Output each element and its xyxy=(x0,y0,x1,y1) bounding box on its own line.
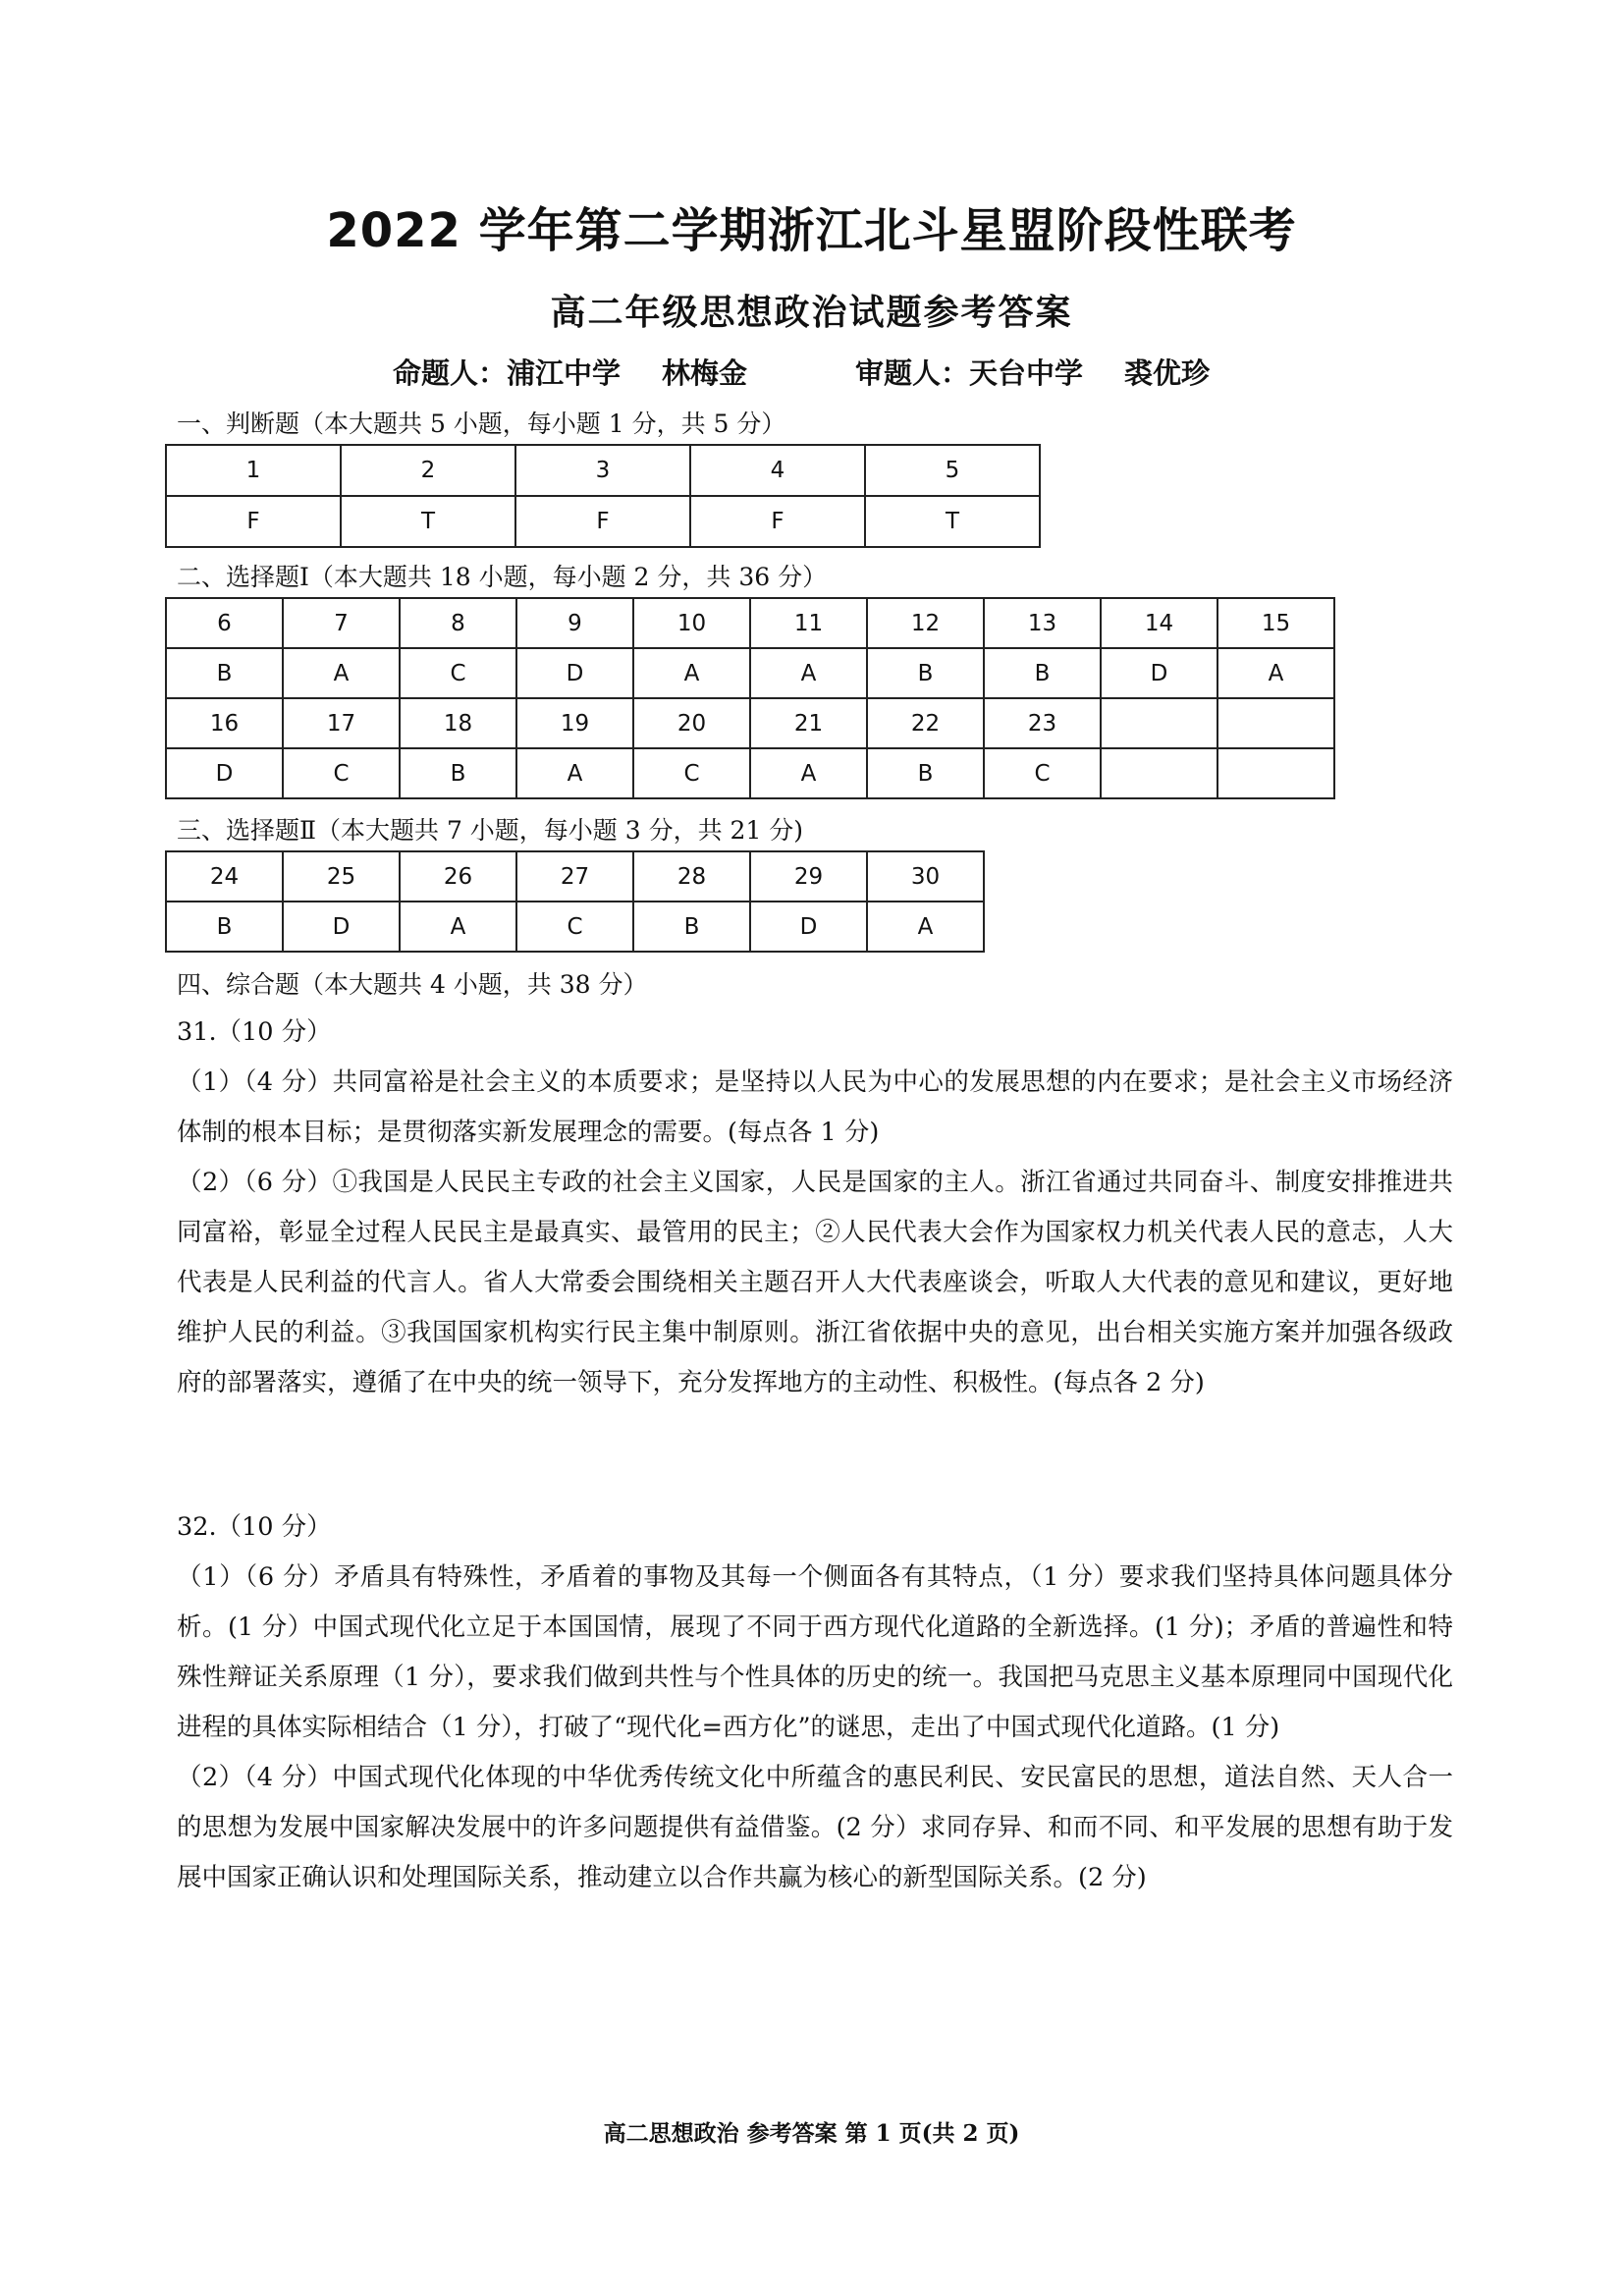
question-number: 15 xyxy=(1217,598,1334,648)
question-number: 17 xyxy=(283,698,400,748)
question-number: 30 xyxy=(867,851,984,902)
empty-cell xyxy=(1101,748,1217,798)
question-number: 16 xyxy=(166,698,283,748)
answer-cell: F xyxy=(166,496,341,547)
answer-cell: T xyxy=(865,496,1040,547)
empty-cell xyxy=(1101,698,1217,748)
q32-part2: （2）（4 分）中国式现代化体现的中华优秀传统文化中所蕴含的惠民利民、安民富民的思想，道法自然、天人合一的思想为发展中国家解决发展中的许多问题提供有益借鉴。(2 分）求同存异、和而不同、和平发展的思想有助于发展中国家正确认识和处理国际关系，推动建立以合作共赢为核心的新型国际关系。(2 分) xyxy=(177,1763,1453,1892)
q31-label: 31.（10 分） xyxy=(177,1017,332,1047)
question-number: 2 xyxy=(341,445,515,496)
table-row xyxy=(166,598,1334,648)
answer-cell: A xyxy=(400,902,516,952)
question-number: 18 xyxy=(400,698,516,748)
question-number: 5 xyxy=(865,445,1040,496)
answer-cell: A xyxy=(750,648,867,698)
answer-cell: A xyxy=(867,902,984,952)
question-number: 28 xyxy=(633,851,750,902)
answer-cell: B xyxy=(984,648,1101,698)
question-number: 24 xyxy=(166,851,283,902)
answer-cell: D xyxy=(1101,648,1217,698)
question-number: 14 xyxy=(1101,598,1217,648)
question-number: 19 xyxy=(516,698,633,748)
table-row xyxy=(166,648,1334,698)
question-number: 9 xyxy=(516,598,633,648)
table-row xyxy=(166,496,1040,547)
setter-school: 命题人：浦江中学 xyxy=(393,356,622,390)
answer-cell: B xyxy=(867,648,984,698)
section4-heading: 四、综合题（本大题共 4 小题，共 38 分） xyxy=(177,970,648,999)
question-number: 27 xyxy=(516,851,633,902)
question-number: 8 xyxy=(400,598,516,648)
answer-cell: F xyxy=(515,496,690,547)
empty-cell xyxy=(1217,748,1334,798)
question-number: 4 xyxy=(690,445,865,496)
answer-cell: A xyxy=(516,748,633,798)
question-number: 20 xyxy=(633,698,750,748)
answer-cell: D xyxy=(750,902,867,952)
question-number: 13 xyxy=(984,598,1101,648)
answer-cell: A xyxy=(750,748,867,798)
table-row xyxy=(166,698,1334,748)
answer-cell: B xyxy=(166,902,283,952)
page-title: 2022 学年第二学期浙江北斗星盟阶段性联考 xyxy=(326,203,1297,258)
answer-cell: B xyxy=(166,648,283,698)
answer-cell: C xyxy=(400,648,516,698)
question-number: 6 xyxy=(166,598,283,648)
question-number: 29 xyxy=(750,851,867,902)
question-number: 10 xyxy=(633,598,750,648)
table-row xyxy=(166,748,1334,798)
question-number: 23 xyxy=(984,698,1101,748)
answer-cell: D xyxy=(516,648,633,698)
answer-cell: A xyxy=(633,648,750,698)
table-row xyxy=(166,851,984,902)
answer-cell: B xyxy=(867,748,984,798)
question-number: 12 xyxy=(867,598,984,648)
section3-table xyxy=(165,850,985,953)
answer-cell: C xyxy=(283,748,400,798)
page-subtitle: 高二年级思想政治试题参考答案 xyxy=(550,293,1073,333)
answer-cell: A xyxy=(1217,648,1334,698)
question-number: 26 xyxy=(400,851,516,902)
section1-heading: 一、判断题（本大题共 5 小题，每小题 1 分，共 5 分） xyxy=(177,410,786,438)
q31-part1: （1）（4 分）共同富裕是社会主义的本质要求；是坚持以人民为中心的发展思想的内在要求；是社会主义市场经济体制的根本目标；是贯彻落实新发展理念的需要。(每点各 1 分) xyxy=(177,1067,1453,1147)
answer-cell: B xyxy=(633,902,750,952)
answer-cell: D xyxy=(166,748,283,798)
section1-table xyxy=(165,444,1041,548)
answer-cell: D xyxy=(283,902,400,952)
q32-label: 32.（10 分） xyxy=(177,1512,332,1542)
answer-cell: B xyxy=(400,748,516,798)
question-32 xyxy=(177,1503,1453,1903)
question-number: 21 xyxy=(750,698,867,748)
question-number: 25 xyxy=(283,851,400,902)
question-number: 22 xyxy=(867,698,984,748)
section2-table xyxy=(165,597,1335,799)
answer-cell: C xyxy=(516,902,633,952)
question-31 xyxy=(177,1008,1453,1408)
question-number: 7 xyxy=(283,598,400,648)
empty-cell xyxy=(1217,698,1334,748)
page-footer: 高二思想政治 参考答案 第 1 页(共 2 页) xyxy=(603,2120,1020,2147)
question-number: 1 xyxy=(166,445,341,496)
answer-cell: C xyxy=(984,748,1101,798)
section3-heading: 三、选择题Ⅱ（本大题共 7 小题，每小题 3 分，共 21 分) xyxy=(177,816,804,845)
answer-cell: F xyxy=(690,496,865,547)
setter-name: 林梅金 xyxy=(662,356,748,390)
table-row xyxy=(166,902,984,952)
q32-part1: （1）（6 分）矛盾具有特殊性，矛盾着的事物及其每一个侧面各有其特点，（1 分）要求我们坚持具体问题具体分析。(1 分）中国式现代化立足于本国国情，展现了不同于西方现代化道路的全新选择。(1 分)；矛盾的普遍性和特殊性辩证关系原理（1 分），要求我们做到共性与个性具体的历史的统一。我国把马克思主义基本原理同中国现代化进程的具体实际相结合（1 分），打破了“现代化=西方化”的谜思，走出了中国式现代化道路。(1 分) xyxy=(177,1562,1453,1742)
question-number: 11 xyxy=(750,598,867,648)
answer-cell: C xyxy=(633,748,750,798)
author-line xyxy=(393,352,1210,392)
reviewer-school: 审题人：天台中学 xyxy=(855,356,1084,390)
reviewer-name: 裘优珍 xyxy=(1124,356,1211,390)
table-row xyxy=(166,445,1040,496)
question-number: 3 xyxy=(515,445,690,496)
q31-part2: （2）（6 分）①我国是人民民主专政的社会主义国家，人民是国家的主人。浙江省通过共同奋斗、制度安排推进共同富裕，彰显全过程人民民主是最真实、最管用的民主；②人民代表大会作为国家权力机关代表人民的意志，人大代表是人民利益的代言人。省人大常委会围绕相关主题召开人大代表座谈会，听取人大代表的意见和建议，更好地维护人民的利益。③我国国家机构实行民主集中制原则。浙江省依据中央的意见，出台相关实施方案并加强各级政府的部署落实，遵循了在中央的统一领导下，充分发挥地方的主动性、积极性。(每点各 2 分) xyxy=(177,1168,1453,1397)
answer-cell: A xyxy=(283,648,400,698)
section2-heading: 二、选择题Ⅰ（本大题共 18 小题，每小题 2 分，共 36 分） xyxy=(177,563,828,591)
answer-cell: T xyxy=(341,496,515,547)
